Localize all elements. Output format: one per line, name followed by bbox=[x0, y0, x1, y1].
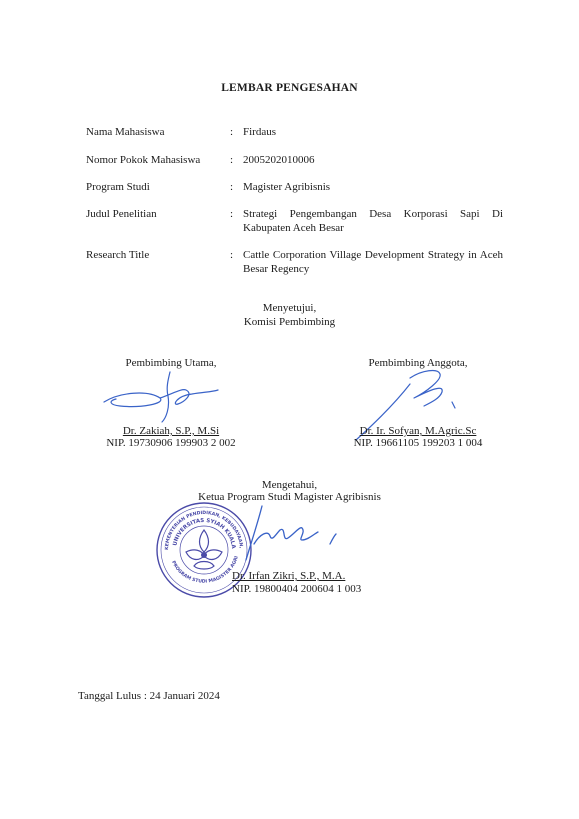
program-head-title: Ketua Program Studi Magister Agribisnis bbox=[198, 491, 381, 503]
program-head-nip: NIP. 19800404 200604 1 003 bbox=[232, 583, 362, 595]
field-colon: : bbox=[230, 208, 234, 220]
main-supervisor-role: Pembimbing Utama, bbox=[125, 357, 217, 369]
acknowledged-line: Mengetahui, bbox=[261, 479, 318, 491]
svg-text:KEMENTERIAN PENDIDIKAN, KEBUDA: KEMENTERIAN PENDIDIKAN, KEBUDAYAAN, bbox=[164, 510, 243, 551]
field-label: Judul Penelitian bbox=[86, 208, 157, 220]
field-label: Nomor Pokok Mahasiswa bbox=[86, 154, 201, 166]
graduation-date: Tanggal Lulus : 24 Januari 2024 bbox=[78, 690, 220, 702]
field-value: Magister Agribisnis bbox=[243, 181, 331, 193]
approval-line: Menyetujui, bbox=[262, 302, 317, 314]
main-supervisor-signature bbox=[100, 368, 230, 428]
member-supervisor-nip: NIP. 19661105 199203 1 004 bbox=[353, 437, 483, 449]
field-label: Program Studi bbox=[86, 181, 150, 193]
field-value: 2005202010006 bbox=[243, 154, 315, 166]
svg-text:UNIVERSITAS SYIAH KUALA: UNIVERSITAS SYIAH KUALA bbox=[172, 517, 237, 550]
field-label: Research Title bbox=[86, 249, 150, 261]
approval-committee: Komisi Pembimbing bbox=[243, 316, 336, 328]
field-colon: : bbox=[230, 249, 234, 261]
field-label: Nama Mahasiswa bbox=[86, 126, 165, 138]
page-title: LEMBAR PENGESAHAN bbox=[221, 82, 358, 94]
main-supervisor-name: Dr. Zakiah, S.P., M.Si bbox=[122, 425, 220, 437]
field-value: Strategi Pengembangan Desa Korporasi Sapi Di Kabupaten Aceh Besar bbox=[243, 208, 503, 234]
main-supervisor-nip: NIP. 19730906 199903 2 002 bbox=[106, 437, 236, 449]
field-value: Cattle Corporation Village Development Strategy in Aceh Besar Regency bbox=[243, 249, 503, 275]
member-supervisor-name: Dr. Ir. Sofyan, M.Agric.Sc bbox=[359, 425, 477, 437]
field-colon: : bbox=[230, 181, 234, 193]
field-value: Firdaus bbox=[243, 126, 276, 138]
svg-text:PROGRAM STUDI MAGISTER AGRIBIS: PROGRAM STUDI MAGISTER AGRI bbox=[170, 555, 240, 585]
field-colon: : bbox=[230, 126, 234, 138]
member-supervisor-role: Pembimbing Anggota, bbox=[368, 357, 468, 369]
field-colon: : bbox=[230, 154, 234, 166]
program-head-signature bbox=[236, 504, 346, 566]
program-head-name: Dr. Irfan Zikri, S.P., M.A. bbox=[232, 570, 346, 582]
